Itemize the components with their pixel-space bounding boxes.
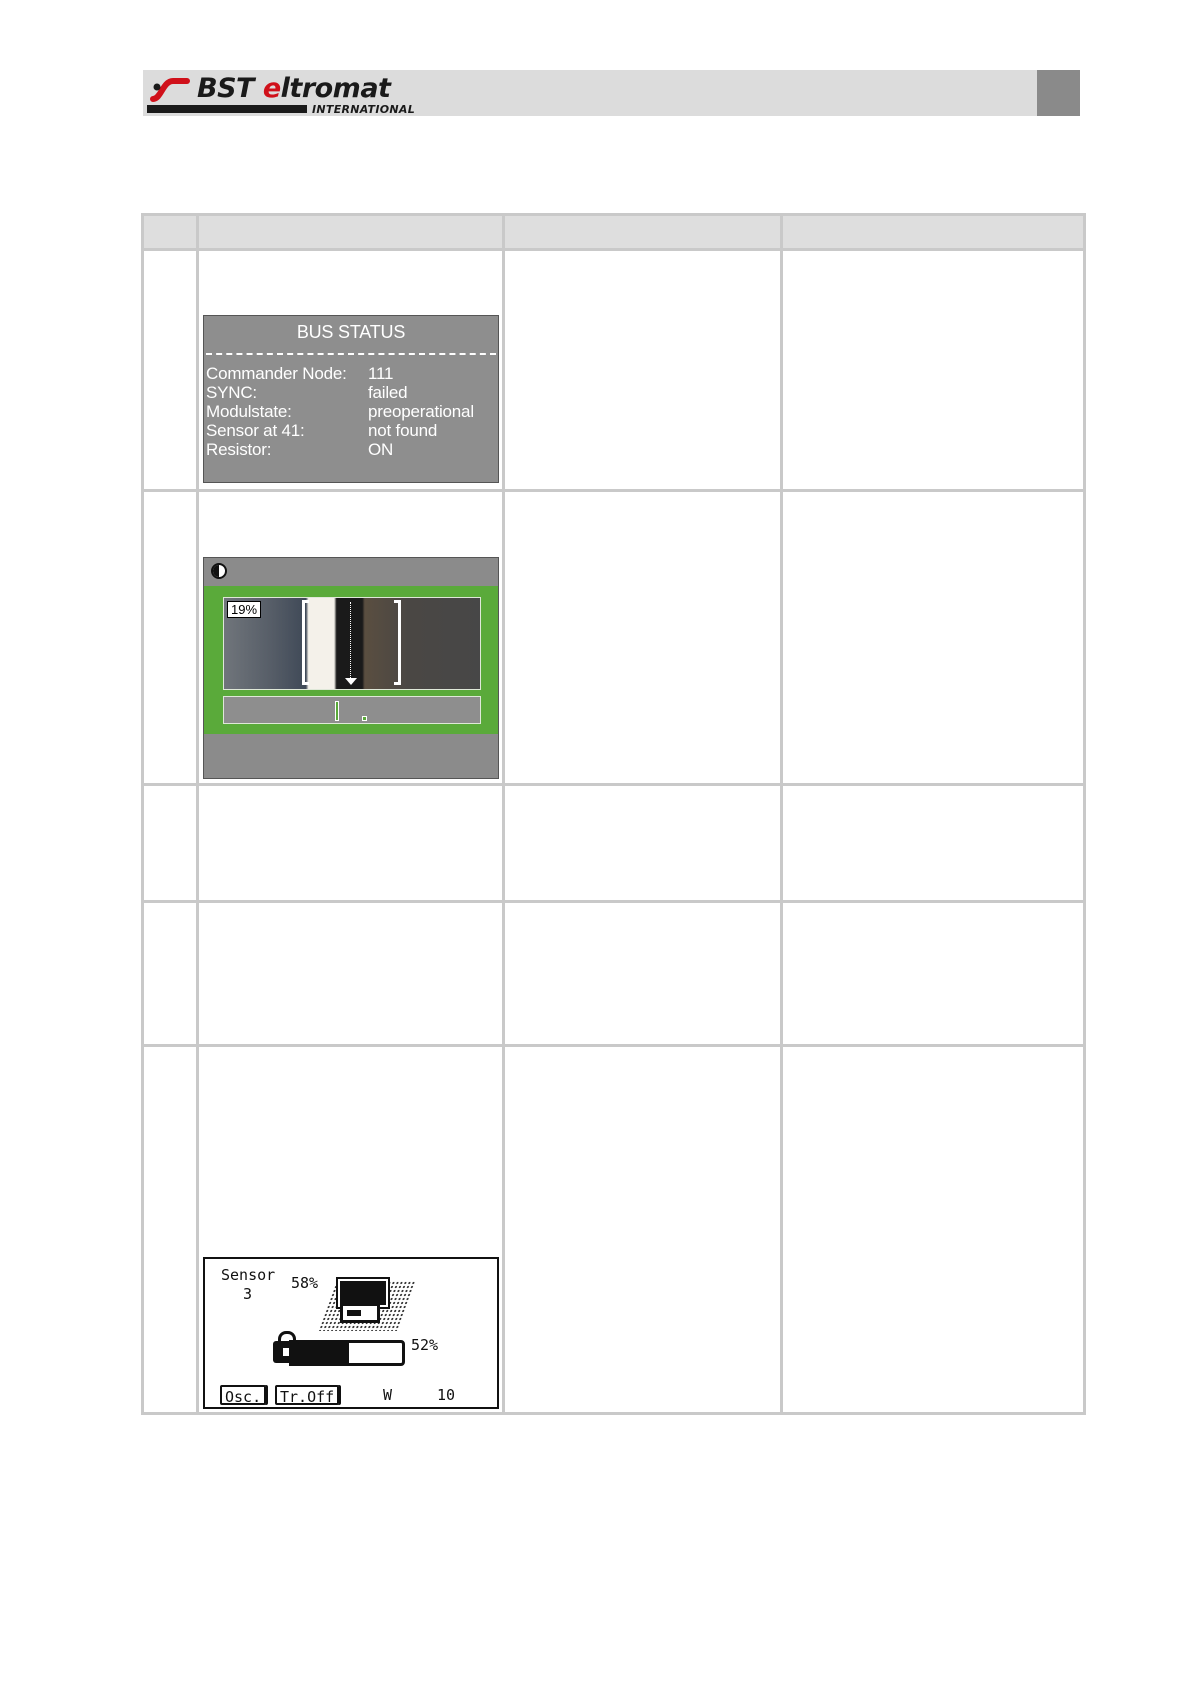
mode-label: W: [383, 1386, 393, 1404]
table-cell: [198, 785, 504, 902]
table-cell: [782, 491, 1085, 785]
brand-underline: [147, 105, 307, 113]
table-cell: [143, 491, 198, 785]
table-cell: [782, 1046, 1085, 1414]
table-cell: [782, 902, 1085, 1046]
table-cell: [504, 1046, 782, 1414]
table-header-cell: [198, 215, 504, 250]
position-bar: [223, 696, 481, 724]
table-row: [143, 1046, 1085, 1414]
table-cell: [198, 1046, 504, 1414]
table-header-cell: [504, 215, 782, 250]
bus-status-title: BUS STATUS: [296, 322, 406, 342]
table-cell: [143, 902, 198, 1046]
position-marker: [335, 701, 339, 721]
table-cell: [504, 785, 782, 902]
center-line: [350, 602, 351, 682]
table-row: [143, 785, 1085, 902]
table-cell: [782, 250, 1085, 491]
track-off-button[interactable]: Tr.Off: [275, 1385, 339, 1405]
table-cell: [504, 250, 782, 491]
status-table: [141, 213, 1083, 1415]
sensor-number: 3: [243, 1285, 253, 1303]
lock-icon: [273, 1341, 299, 1363]
camera-image: [223, 597, 481, 690]
table-row: [143, 902, 1085, 1046]
divider: [206, 353, 496, 355]
brand-subtitle: INTERNATIONAL: [312, 103, 416, 116]
right-bracket: [394, 600, 401, 685]
half-circle-icon: [211, 563, 227, 579]
camera-frame: [204, 586, 498, 734]
sensor-base-icon: [340, 1303, 380, 1323]
header-chapter-tab: [1037, 70, 1080, 116]
table-cell: [143, 250, 198, 491]
table-cell: [198, 250, 504, 491]
table-header-cell: [782, 215, 1085, 250]
level-slider-fill: [292, 1343, 349, 1363]
table-cell: [504, 491, 782, 785]
sensor-label: Sensor: [221, 1266, 276, 1284]
bus-status-screen: BUS STATUS Commander Node: 111 SYNC: failed Modulstate: preoperational Sensor at 41: not found Resistor: ON: [203, 315, 499, 483]
center-marker-icon: [345, 678, 357, 685]
table-header-row: [143, 215, 1085, 250]
mode-value: 10: [437, 1386, 456, 1404]
camera-view-screen: [203, 557, 499, 779]
signal-percent: 19%: [227, 601, 261, 618]
position-marker-small: [362, 716, 367, 721]
lcd-screen: [203, 1257, 499, 1409]
table-cell: [143, 1046, 198, 1414]
table-cell: [198, 902, 504, 1046]
table-cell: [143, 785, 198, 902]
table-header-cell: [143, 215, 198, 250]
osc-button[interactable]: Osc.: [220, 1385, 266, 1405]
table-row: [143, 491, 1085, 785]
table-cell: [198, 491, 504, 785]
left-bracket: [302, 600, 309, 685]
brand-logo: [147, 73, 427, 117]
table-row: [143, 250, 1085, 491]
table-cell: [504, 902, 782, 1046]
sensor-percent: 58%: [291, 1274, 319, 1292]
level-slider: [289, 1340, 405, 1366]
brand-name: BST eltromat: [197, 73, 391, 104]
camera-toolbar: [204, 558, 498, 585]
brand-swoosh-icon: [147, 75, 193, 103]
table-cell: [782, 785, 1085, 902]
slider-percent: 52%: [411, 1336, 439, 1354]
